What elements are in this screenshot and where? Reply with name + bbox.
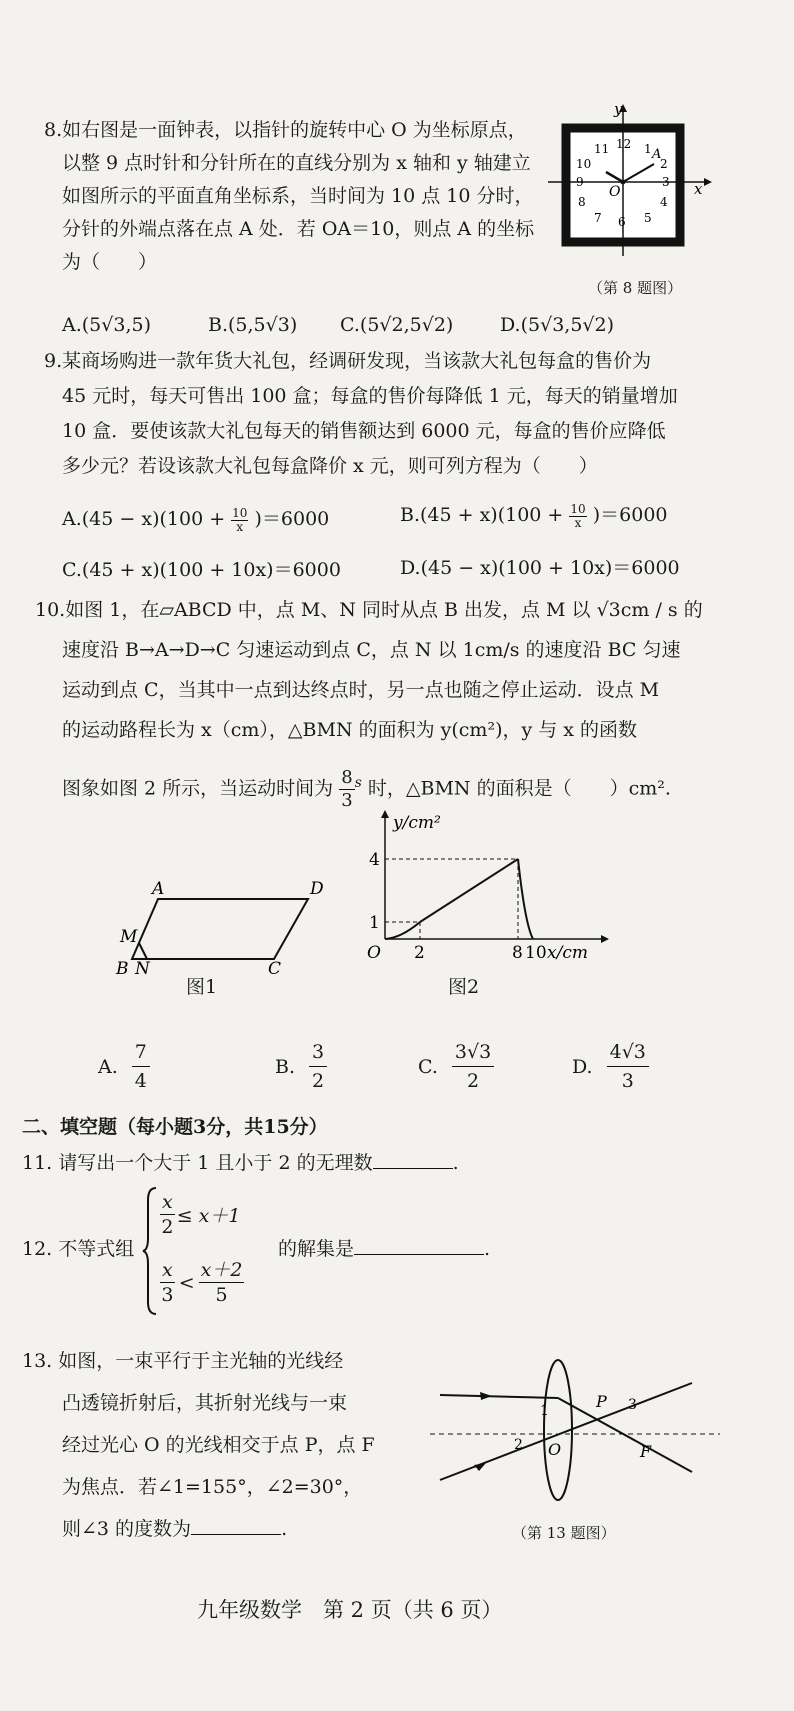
- q9-option-b-den: x: [574, 515, 582, 530]
- parallel-ray-arrow: [480, 1392, 492, 1400]
- q9-line-1: 9.某商场购进一款年货大礼包，经调研发现，当该款大礼包每盒的售价为: [44, 350, 652, 372]
- clock-label-y: y: [614, 100, 623, 118]
- q10-line-5-pre: 图象如图 2 所示，当运动时间为: [62, 777, 334, 800]
- clock-center: [621, 180, 626, 185]
- q10-line-4: 的运动路程长为 x（cm），△BMN 的面积为 y(cm²)，y 与 x 的函数: [62, 719, 638, 741]
- q9-line-3: 10 盒．要使该款大礼包每天的销售额达到 6000 元，每盒的售价应降低: [62, 420, 666, 442]
- q10-time-unit: s: [354, 775, 362, 792]
- q8-line-4: 分针的外端点落在点 A 处．若 OA＝10，则点 A 的坐标: [62, 218, 535, 240]
- fig2-tick-4: 4: [369, 850, 380, 870]
- q9-line-4: 多少元？若设该款大礼包每盒降价 x 元，则可列方程为（ ）: [62, 455, 598, 477]
- fig2-x-axis-label: x/cm: [547, 943, 588, 963]
- q13-line-1: 13. 如图，一束平行于主光轴的光线经: [22, 1350, 344, 1372]
- clock-label-A: A: [652, 147, 662, 162]
- parallel-ray: [440, 1395, 558, 1398]
- q12-suffix: [278, 1236, 490, 1262]
- q10-option-b-label: B.: [275, 1055, 296, 1078]
- q13-label-1: 1: [540, 1403, 549, 1419]
- q13-answer-blank[interactable]: [191, 1516, 281, 1535]
- q10-option-d-den: 3: [621, 1070, 634, 1092]
- q13-line-2: 凸透镜折射后，其折射光线与一束: [62, 1392, 348, 1414]
- clock-label-x: x: [694, 180, 703, 198]
- q10-line-3: 运动到点 C，当其中一点到达终点时，另一点也随之停止运动．设点 M: [62, 679, 660, 701]
- q13-lens-figure: [430, 1355, 730, 1505]
- q9-option-a-num: 10: [232, 505, 248, 520]
- fig2-tick-8: 8: [512, 943, 523, 963]
- q10-option-b-num: 3: [309, 1038, 327, 1067]
- q8-line-1: 8.如右图是一面钟表，以指针的旋转中心 O 为坐标原点，: [44, 119, 527, 141]
- q12-row-1-fraction: [160, 1190, 175, 1239]
- q10-time-fraction: [339, 767, 354, 812]
- q10-option-d-num: 4√3: [607, 1038, 649, 1067]
- center-ray-arrow: [474, 1463, 486, 1471]
- q8-option-b: B.(5,5√3): [208, 314, 298, 336]
- clock-num-2: 2: [660, 157, 668, 171]
- q8-line-2: 以整 9 点时针和分针所在的直线分别为 x 轴和 y 轴建立: [62, 152, 531, 174]
- q13-label-2: 2: [514, 1437, 523, 1453]
- clock-num-11: 11: [594, 142, 610, 156]
- fig1-label-N: N: [135, 959, 150, 974]
- clock-num-9: 9: [576, 175, 584, 189]
- q13-label-3: 3: [628, 1397, 637, 1413]
- q12-row-2-rnum: x＋2: [200, 1259, 243, 1281]
- q10-option-c: [418, 1038, 494, 1095]
- q8-option-c: C.(5√2,5√2): [340, 314, 454, 336]
- clock-num-12: 12: [616, 137, 632, 151]
- q13-line-4: 为焦点．若∠1=155°，∠2=30°，: [62, 1476, 363, 1498]
- q13-figure-caption: （第 13 题图）: [512, 1524, 616, 1542]
- q10-option-c-num: 3√3: [452, 1038, 494, 1067]
- graph-curve-fall: [518, 859, 533, 939]
- x-axis-arrow: [704, 178, 712, 186]
- graph-x-arrow: [601, 935, 609, 943]
- graph-line-rise: [420, 859, 518, 922]
- fig2-tick-2: 2: [414, 943, 425, 963]
- q8-line-3: 如图所示的平面直角坐标系，当时间为 10 点 10 分时，: [62, 185, 534, 207]
- q9-option-c: C.(45 + x)(100 + 10x)＝6000: [62, 559, 341, 581]
- fig1-label-M: M: [120, 927, 138, 947]
- clock-num-7: 7: [594, 211, 602, 225]
- q10-time-den: 3: [341, 790, 353, 811]
- q10-figure-2: [355, 806, 630, 976]
- q10-option-d-fraction: [607, 1038, 649, 1095]
- q9-option-d: D.(45 − x)(100 + 10x)＝6000: [400, 557, 680, 579]
- graph-y-arrow: [381, 810, 389, 818]
- q12-row-1-den: 2: [161, 1216, 174, 1238]
- fig2-tick-10: 10: [525, 943, 547, 963]
- clock-num-6: 6: [618, 215, 626, 229]
- q12-row-2-num: x: [162, 1259, 173, 1281]
- q10-fig1-caption: 图1: [186, 976, 218, 998]
- q8-line-5: 为（ ）: [62, 251, 158, 273]
- q9-option-a-fraction: [231, 507, 248, 534]
- fig1-label-B: B: [116, 959, 129, 974]
- q10-option-c-den: 2: [467, 1070, 480, 1092]
- q11-end: .: [452, 1152, 459, 1174]
- q13-label-O: O: [548, 1440, 562, 1459]
- q10-option-c-label: C.: [418, 1055, 438, 1078]
- q12-brace: [142, 1186, 158, 1316]
- q13-label-P: P: [596, 1392, 607, 1411]
- q10-option-a-fraction: [132, 1038, 150, 1095]
- q12-answer-blank[interactable]: [354, 1236, 484, 1255]
- page-footer: 九年级数学 第 2 页（共 6 页）: [197, 1598, 503, 1622]
- clock-num-4: 4: [660, 195, 668, 209]
- q12-row-2-rden: 5: [215, 1284, 228, 1306]
- fig2-y-axis-label: y/cm²: [393, 813, 441, 833]
- q10-option-a: [98, 1038, 150, 1095]
- q10-line-2: 速度沿 B→A→D→C 匀速运动到点 C，点 N 以 1cm/s 的速度沿 BC 匀速: [62, 639, 681, 661]
- q13-label-F: F: [640, 1442, 652, 1461]
- q10-time-num: 8: [341, 767, 353, 788]
- q12-row-1: [160, 1190, 240, 1239]
- graph-curve-initial: [385, 922, 420, 939]
- q10-figure-1: [110, 874, 330, 974]
- q12-row-1-rest: ≤ x＋1: [176, 1205, 241, 1227]
- q8-figure-caption: （第 8 题图）: [588, 279, 683, 297]
- q10-option-a-label: A.: [98, 1055, 118, 1078]
- q12-suffix-text: 的解集是: [278, 1238, 355, 1260]
- q13-line-5: [62, 1516, 287, 1542]
- q12-row-2: [160, 1258, 244, 1307]
- q12-row-2-den: 3: [161, 1284, 174, 1306]
- q9-option-a-pre: A.(45 − x)(100 +: [62, 508, 226, 530]
- fig2-origin-label: O: [367, 943, 381, 963]
- q9-option-b-num: 10: [570, 501, 586, 516]
- q10-option-c-fraction: [452, 1038, 494, 1095]
- q12-row-2-fraction-right: [199, 1258, 245, 1307]
- q8-option-d: D.(5√3,5√2): [500, 314, 615, 336]
- clock-label-O: O: [609, 184, 621, 200]
- q9-line-2: 45 元时，每天可售出 100 盒；每盒的售价每降低 1 元，每天的销量增加: [62, 385, 678, 407]
- q10-option-b-fraction: [309, 1038, 327, 1095]
- q11-text: 11. 请写出一个大于 1 且小于 2 的无理数: [22, 1152, 373, 1174]
- q9-option-b-pre: B.(45 + x)(100 +: [400, 504, 564, 526]
- q10-option-d: [572, 1038, 649, 1095]
- q8-option-a: A.(5√3,5): [62, 314, 151, 336]
- q12-end: .: [484, 1238, 491, 1260]
- segment-mn: [139, 943, 147, 959]
- q10-option-d-label: D.: [572, 1055, 593, 1078]
- clock-num-5: 5: [644, 211, 652, 225]
- fig2-tick-1: 1: [369, 913, 380, 933]
- q9-option-b: [400, 502, 668, 530]
- q9-option-b-fraction: [569, 503, 586, 530]
- fig1-label-D: D: [310, 879, 324, 899]
- q9-option-a-post: )＝6000: [254, 508, 330, 530]
- fig1-label-A: A: [152, 879, 165, 899]
- q10-line-1: 10.如图 1，在▱ABCD 中，点 M、N 同时从点 B 出发，点 M 以 √3cm / s 的: [35, 599, 703, 621]
- q10-option-a-num: 7: [132, 1038, 150, 1067]
- clock-num-10: 10: [576, 157, 592, 171]
- clock-num-1: 1: [644, 142, 652, 156]
- parallelogram-abcd: [132, 899, 308, 959]
- clock-num-8: 8: [578, 195, 586, 209]
- q12-row-2-fraction-left: [160, 1258, 175, 1307]
- q10-line-5-post: 时，△BMN 的面积是（ ）cm².: [367, 777, 671, 800]
- section-2-title: 二、填空题（每小题3分，共15分）: [22, 1116, 328, 1138]
- q13-end: .: [281, 1518, 288, 1540]
- q10-option-b-den: 2: [312, 1070, 325, 1092]
- clock-figure: [548, 98, 726, 258]
- q13-line-5-text: 则∠3 的度数为: [62, 1518, 192, 1540]
- q10-fig2-caption: 图2: [448, 976, 480, 998]
- clock-num-3: 3: [662, 175, 670, 189]
- q11: [22, 1150, 459, 1176]
- fig1-label-C: C: [268, 959, 282, 974]
- q9-option-b-post: )＝6000: [592, 504, 668, 526]
- q12-row-2-op: <: [178, 1271, 195, 1294]
- q12-label: 12. 不等式组: [22, 1238, 135, 1260]
- q13-line-3: 经过光心 O 的光线相交于点 P，点 F: [62, 1434, 375, 1456]
- q9-option-a-den: x: [236, 519, 244, 534]
- q10-option-a-den: 4: [134, 1070, 147, 1092]
- q12-row-1-num: x: [162, 1191, 173, 1213]
- q11-answer-blank[interactable]: [373, 1150, 453, 1169]
- q10-option-b: [275, 1038, 327, 1095]
- q9-option-a: [62, 506, 329, 534]
